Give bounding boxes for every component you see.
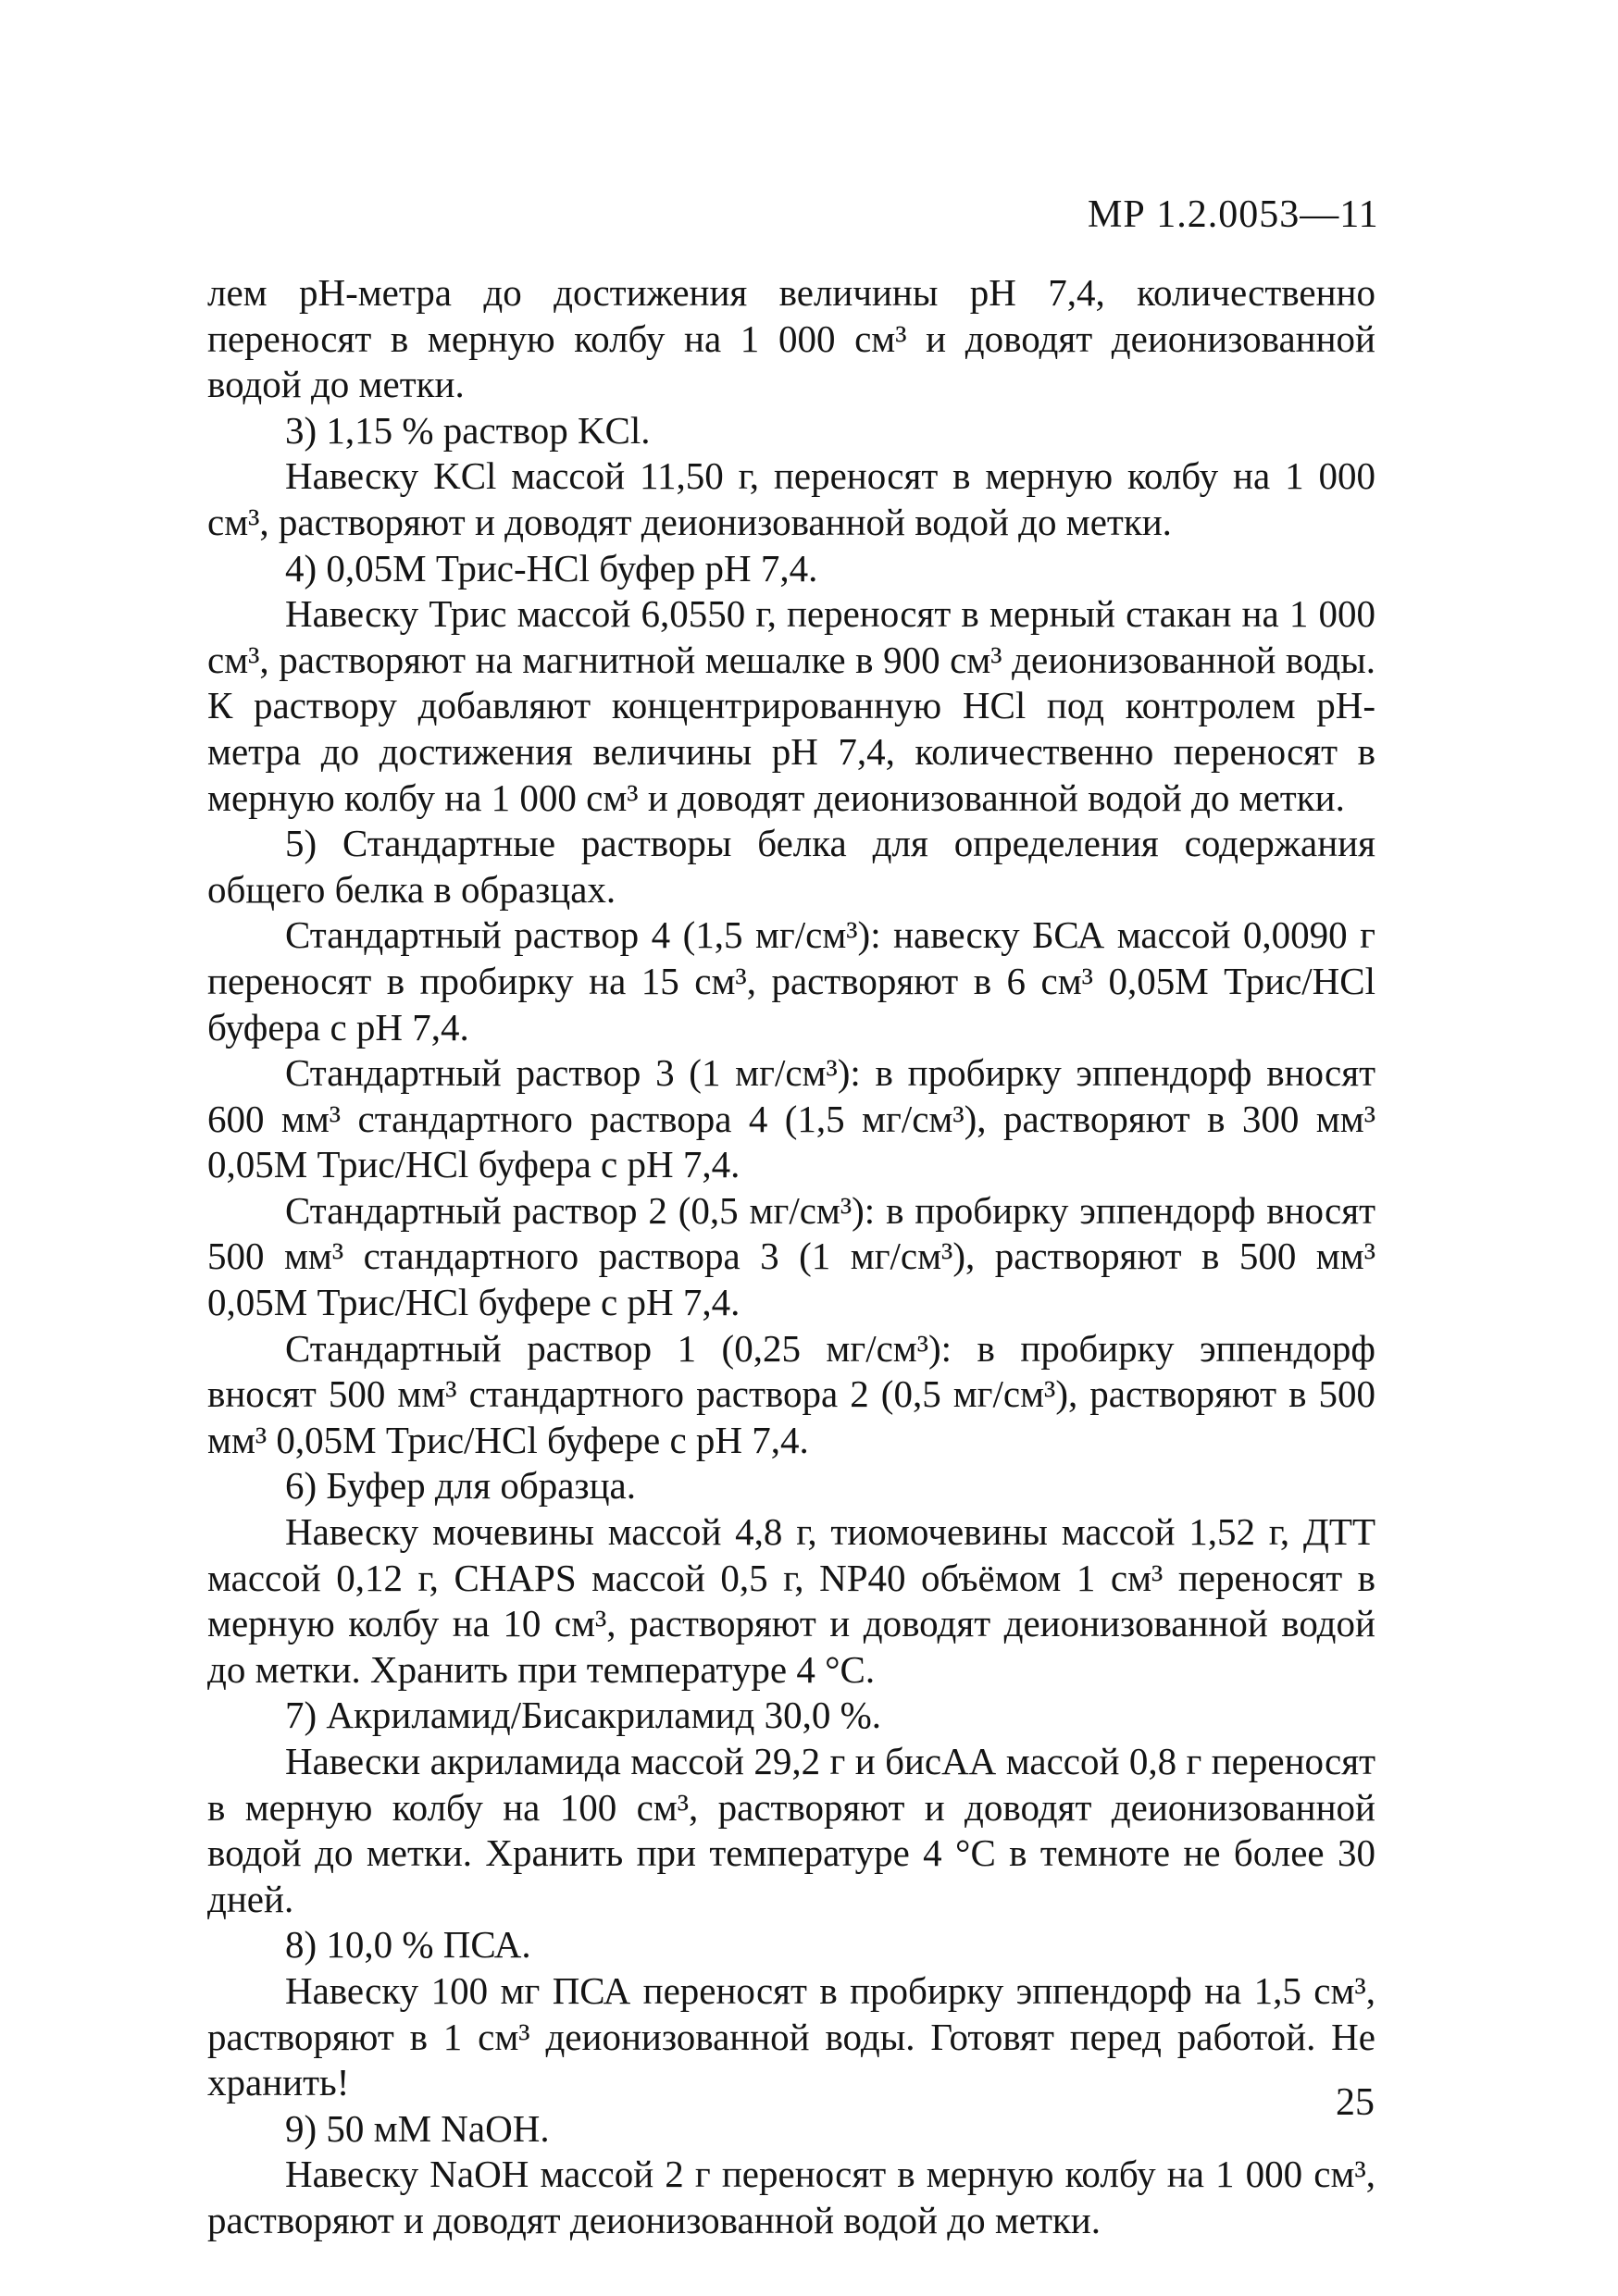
paragraph: 9) 50 мМ NaOH. — [285, 2106, 550, 2150]
paragraph: Навеску NaOH массой 2 г переносят в мерную колбу на 1 000 см³, растворяют и доводят деионизованной водой до метки. — [207, 2153, 1375, 2241]
body-text — [207, 270, 1375, 2244]
paragraph: Навеску Трис массой 6,0550 г, переносят в мерный стакан на 1 000 см³, растворяют на магнитной мешалке в 900 см³ деионизованной воды. К раствору добавляют концентрированную HCl под контролем рН-метра до достижения величины рН 7,4, количественно переносят в мерную колбу на 1 000 см³ и доводят деионизованной водой до метки. — [207, 592, 1375, 819]
paragraph: Навеску 100 мг ПСА переносят в пробирку эппендорф на 1,5 см³, растворяют в 1 см³ деионизованной воды. Готовят перед работой. Не хранить! — [207, 1968, 1375, 2104]
paragraph: Навески акриламида массой 29,2 г и бисАА массой 0,8 г переносят в мерную колбу на 100 см³, растворяют и доводят деионизованной водой до метки. Хранить при температуре 4 °С в темноте не более 30 дней. — [207, 1740, 1375, 1920]
paragraph: 4) 0,05М Трис-HCl буфер рН 7,4. — [285, 546, 818, 590]
paragraph: 7) Акриламид/Бисакриламид 30,0 %. — [285, 1694, 881, 1737]
document-code-header: МР 1.2.0053—11 — [1088, 193, 1379, 236]
paragraph: 3) 1,15 % раствор KCl. — [285, 408, 651, 452]
page-number: 25 — [1336, 2081, 1375, 2124]
paragraph: 5) Стандартные растворы белка для определения содержания общего белка в образцах. — [207, 822, 1375, 911]
paragraph: Навеску KCl массой 11,50 г, переносят в мерную колбу на 1 000 см³, растворяют и доводят деионизованной водой до метки. — [207, 454, 1375, 543]
paragraph: Навеску мочевины массой 4,8 г, тиомочевины массой 1,52 г, ДТТ массой 0,12 г, CHAPS массой 0,5 г, NP40 объёмом 1 см³ переносят в мерную колбу на 10 см³, растворяют и доводят деионизованной водой до метки. Хранить при температуре 4 °С. — [207, 1510, 1375, 1691]
paragraph: Стандартный раствор 2 (0,5 мг/см³): в пробирку эппендорф вносят 500 мм³ стандартного раствора 3 (1 мг/см³), растворяют в 500 мм³ 0,05М Трис/HCl буфере с рН 7,4. — [207, 1188, 1375, 1324]
paragraph: Стандартный раствор 3 (1 мг/см³): в пробирку эппендорф вносят 600 мм³ стандартного раствора 4 (1,5 мг/см³), растворяют в 300 мм³ 0,05М Трис/HCl буфера с рН 7,4. — [207, 1051, 1375, 1186]
paragraph: 6) Буфер для образца. — [285, 1464, 636, 1508]
paragraph: Стандартный раствор 1 (0,25 мг/см³): в пробирку эппендорф вносят 500 мм³ стандартного раствора 2 (0,5 мг/см³), растворяют в 500 мм³ 0,05М Трис/HCl буфере с рН 7,4. — [207, 1326, 1375, 1461]
paragraph: лем рН-метра до достижения величины рН 7,4, количественно переносят в мерную колбу на 1 000 см³ и доводят деионизованной водой до метки. — [207, 271, 1375, 406]
paragraph: 8) 10,0 % ПСА. — [285, 1923, 531, 1967]
paragraph: Стандартный раствор 4 (1,5 мг/см³): навеску БСА массой 0,0090 г переносят в пробирку на 15 см³, растворяют в 6 см³ 0,05М Трис/HCl буфера с рН 7,4. — [207, 913, 1375, 1049]
